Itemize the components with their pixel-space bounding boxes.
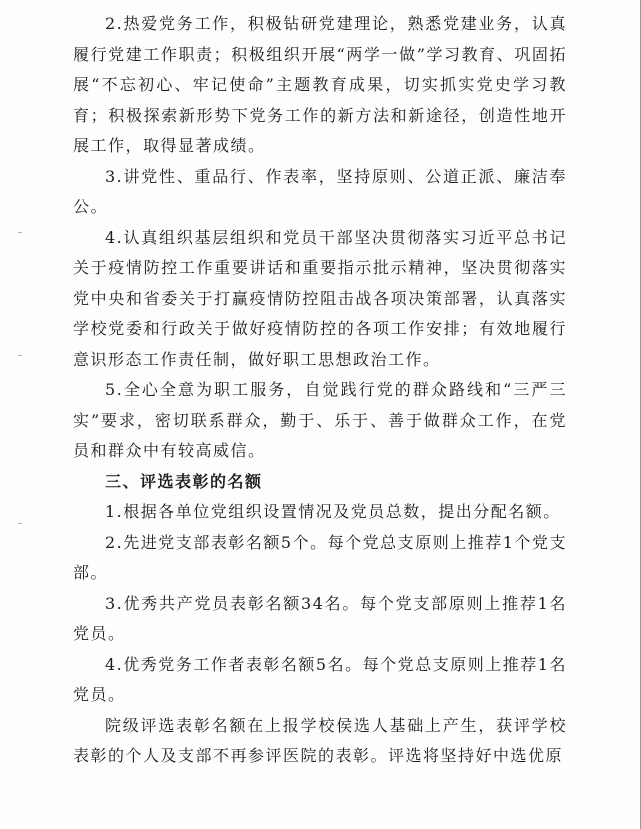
paragraph-4-epidemic-control: 4.认真组织基层组织和党员干部坚决贯彻落实习近平总书记关于疫情防控工作重要讲话和重要指示批示精神，坚决贯彻落实党中央和省委关于打赢疫情防控阻击战各项决策部署，认真落实学校党委和行政关于做好疫情防控的各项工作安排；有效地履行意识形态工作责任制，做好职工思想政治工作。 — [73, 227, 567, 369]
quota-item-1: 1.根据各单位党组织设置情况及党员总数，提出分配名额。 — [105, 502, 561, 521]
scan-mark — [18, 523, 22, 524]
document-body — [73, 9, 567, 772]
scan-mark — [18, 232, 22, 233]
paragraph-5-serve-staff: 5.全心全意为职工服务，自觉践行党的群众路线和“三严三实”要求，密切联系群众，勤于、乐于、善于做群众工作，在党员和群众中有较高威信。 — [73, 380, 567, 460]
quota-item-4: 4.优秀党务工作者表彰名额5名。每个党总支原则上推荐1名党员。 — [73, 654, 567, 704]
paragraph-hospital-selection: 院级评选表彰名额在上报学校侯选人基础上产生，获评学校表彰的个人及支部不再参评医院的表彰。评选将坚持好中选优原 — [73, 715, 567, 765]
quota-item-2: 2.先进党支部表彰名额5个。每个党总支原则上推荐1个党支部。 — [73, 532, 567, 582]
paragraph-2-party-work: 2.热爱党务工作，积极钻研党建理论，熟悉党建业务，认真履行党建工作职责；积极组织开展“两学一做”学习教育、巩固拓展“不忘初心、牢记使命”主题教育成果，切实抓实党史学习教育；积极探索新形势下党务工作的新方法和新途径，创造性地开展工作，取得显著成绩。 — [73, 14, 567, 155]
paragraph-3-party-spirit: 3.讲党性、重品行、作表率，坚持原则、公道正派、廉洁奉公。 — [73, 166, 567, 216]
section-heading-quota: 三、评选表彰的名额 — [105, 471, 263, 491]
quota-item-3: 3.优秀共产党员表彰名额34名。每个党支部原则上推荐1名党员。 — [73, 593, 567, 643]
scan-mark — [18, 355, 22, 356]
